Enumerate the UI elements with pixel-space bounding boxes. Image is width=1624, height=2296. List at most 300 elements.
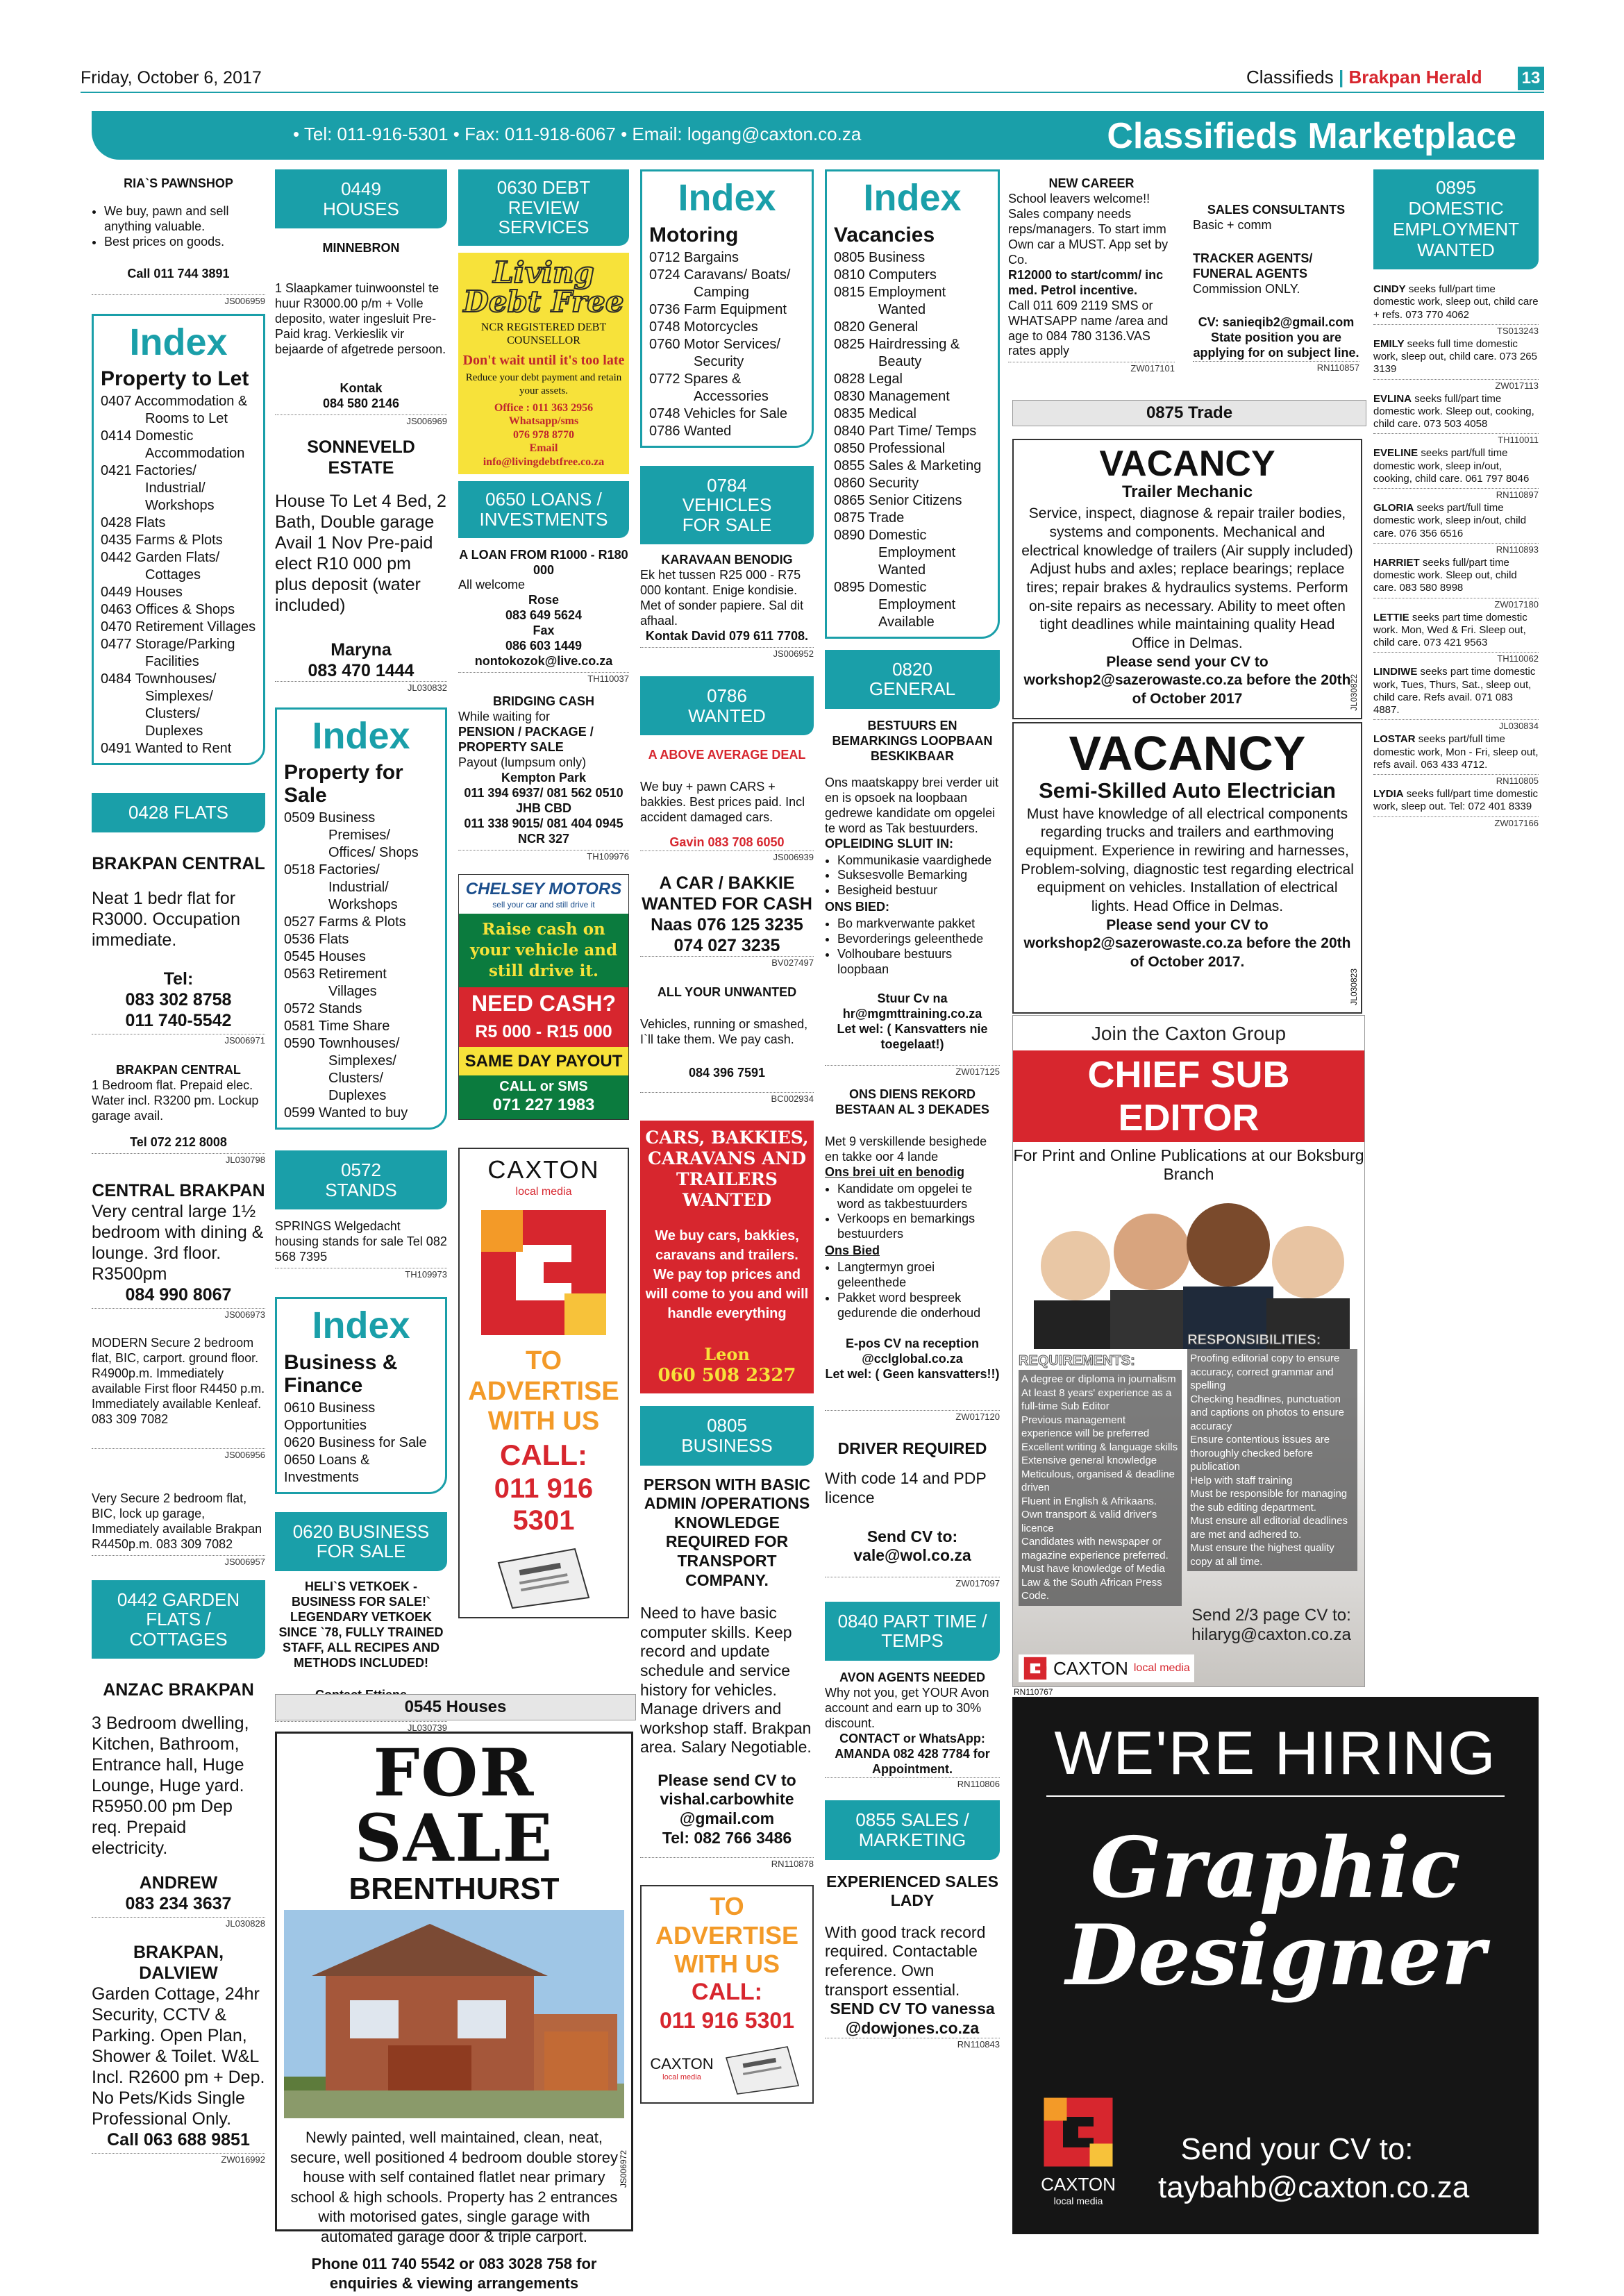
cse-title: CHIEF SUB EDITOR [1013,1050,1364,1142]
ad-ref: ZW016992 [92,2153,265,2165]
index-item[interactable]: 0865 Senior Citizens [834,492,962,508]
ad-tel-label: Tel: [163,969,194,989]
ad-ref: JS006959 [92,294,265,307]
index-item[interactable]: 0805 Business [834,249,926,265]
ad-fax: 086 603 1449 [505,639,583,653]
index-item[interactable]: 0414 Domestic Accommodation [101,428,245,462]
list-item [1373,283,1539,337]
gd-logo [1040,2094,1116,2206]
caxton-to-advertise: TO ADVERTISE WITH US [468,1346,619,1436]
ad-ref: JS006957 [92,1555,265,1568]
ad-text: All welcome [458,578,526,592]
chelsey-motors-ad [458,874,629,1120]
index-item[interactable]: 0581 Time Share [284,1019,390,1034]
contact-banner [92,111,1544,160]
tab-0855-sales-marketing[interactable]: 0855 SALES / MARKETING [825,1800,1000,1859]
dom-name: GLORIA [1373,502,1414,514]
ad-text: Neat 1 bedr flat for R3000. Occupation immediate. [92,888,241,950]
index-item[interactable]: 0820 General [834,319,919,335]
ad-ref: JS006973 [92,1308,265,1321]
ad-title: ANZAC BRAKPAN [103,1680,254,1700]
index-item[interactable]: 0748 Motorcycles [649,319,758,335]
list-item: Own transport & valid driver's licence [1021,1509,1157,1534]
header-paper-name: Brakpan Herald [1348,67,1482,87]
contact-line: • Tel: 011-916-5301 • Fax: 011-918-6067 • Email: logang@caxton.co.za [293,124,862,144]
ad-ref: JS006956 [92,1448,265,1461]
index-item[interactable]: 0860 Security [834,475,919,491]
index-item[interactable]: 0509 Business Premises/ Offices/ Shops [284,810,419,861]
for-sale-phone: Phone 011 740 5542 or 083 3028 758 for enquiries & viewing arrangements [311,2254,597,2293]
dom-text: seeks part/full time domestic work, Mon - Fri, sleep out, refs avail. 063 433 4712. [1373,733,1539,771]
index-item[interactable]: 0449 Houses [101,585,183,601]
gd-send[interactable]: Send your CV to: taybahb@caxton.co.za [1158,2132,1470,2204]
ad-list [825,1260,1000,1321]
ad-tel: 084 580 2146 [322,396,400,410]
index-item[interactable]: 0470 Retirement Villages [101,619,256,635]
index-item[interactable]: 0518 Factories/ Industrial/ Workshops [284,862,398,913]
index-item[interactable]: 0650 Loans & Investments [284,1452,370,1485]
ad-ref: ZW017125 [825,1065,1000,1078]
index-item[interactable]: 0825 Hairdressing & Beauty [834,336,960,369]
ad-ref: JS006972 [619,2150,628,2188]
list-item [1373,788,1539,828]
ad-title: PERSON WITH BASIC ADMIN /OPERATIONS KNOWLEDGE REQUIRED FOR TRANSPORT COMPANY. [643,1475,811,1589]
living-debt-free-ad [458,253,629,475]
list-item: • Suksesvolle Bemarking [837,868,1000,883]
ad-ref: ZW017180 [1373,598,1539,610]
tab-0820-general[interactable]: 0820 GENERAL [825,650,1000,709]
ad-send[interactable]: Please send CV to vishal.carbowhite @gmail.com [658,1770,796,1828]
list-item: A degree or diploma in journalism [1021,1373,1176,1385]
list-item: • Bevorderings geleenthede [837,932,1000,947]
ad-ref: JL030828 [92,1917,265,1929]
ad-subtitle: JHB CBD [515,801,571,815]
for-sale-place: BRENTHURST [349,1872,560,1906]
list-item: Previous management experience will be preferred [1021,1414,1150,1439]
chelsey-raise: Raise cash on your vehicle and still drive it. [469,920,618,981]
ad-contact: Kontak David 079 611 7708. [645,629,809,644]
pawnshop-list [92,204,265,250]
list-item: Help with staff training [1190,1474,1293,1486]
ad-text: 1 Slaapkamer tuinwoonstel te huur R3000.00 p/m + Volle deposito, water ingesluit Pre-Paid krag. Verkieslik vir bejaarde of afgetrede persoon. [275,281,446,356]
list-item: Ensure contentious issues are thoroughly checked before publication [1190,1434,1330,1473]
ldf-cell: 076 978 8770 [513,428,574,441]
index-item[interactable]: 0772 Spares & Accessories [649,371,769,404]
index-item[interactable]: 0815 Employment Wanted [834,284,946,317]
index-item[interactable]: 0491 Wanted to Rent [101,741,232,757]
ad-ref: TS013243 [1373,324,1539,337]
index-item[interactable]: 0421 Factories/ Industrial/ Workshops [101,463,215,514]
cse-responsibilities-title: RESPONSIBILITIES: [1187,1332,1321,1348]
ad-title: MINNEBRON [322,241,400,255]
vacancy-title: VACANCY [1069,726,1306,780]
ad-ref: ZW017101 [1008,362,1175,374]
cars-wanted-name: Leon [704,1344,750,1365]
dom-name: LINDIWE [1373,666,1418,678]
list-item: • Verkoops en bemarkings bestuurders [837,1212,1000,1242]
header-section: Classifieds | Brakpan Herald [1246,67,1482,87]
ad-ref: RN110878 [640,1857,814,1870]
ad-fax-label: Fax [533,623,555,638]
list-item: Must ensure the highest quality copy at all time. [1190,1542,1334,1568]
index-item[interactable]: 0484 Townhouses/ Simplexes/ Clusters/ Duplexes [101,671,217,739]
graphic-designer-ad [1012,1697,1539,2234]
ad-ref: RN110857 [1193,361,1359,374]
ad-title: BRAKPAN, DALVIEW [133,1943,224,1984]
index-item[interactable]: 0463 Offices & Shops [101,602,235,618]
list-item: • Best prices on goods. [104,235,265,250]
index-item[interactable]: 0840 Part Time/ Temps [834,423,977,439]
ad-text: Need to have basic computer skills. Keep record and update schedule and service history for vehicles. Manage drivers and workshop staff. Brakpan area. Salary Negotiable. [640,1604,812,1757]
list-item [1373,502,1539,555]
ad-text-bold: TRACKER AGENTS/ FUNERAL AGENTS [1193,251,1313,280]
dom-text: seeks part/full time domestic work, sleep in/out, cooking, child care. 061 797 8046 [1373,447,1530,485]
caxton-local: local media [662,2073,701,2082]
ad-ref: JL030832 [275,681,447,694]
ad-text: School leavers welcome!! Sales company needs reps/managers. To start imm Own car a MUST. App set by Co. [1008,191,1169,267]
list-item [1373,338,1539,392]
section-bar-0875-trade[interactable]: 0875 Trade [1012,400,1366,426]
ldf-email-label: Email [529,442,558,455]
index-item[interactable]: 0850 Professional [834,440,946,456]
ad-tel: 083 470 1444 [308,660,415,680]
ad-title: BESTUURS EN BEMARKINGS LOOPBAAN BESKIKBAAR [832,718,993,763]
index-property-to-let [92,314,265,766]
caxton-brand: CAXTON [1053,1657,1128,1679]
list-item: • Kommunikasie vaardighede [837,853,1000,869]
section-bar-0545-houses[interactable]: 0545 Houses [275,1694,636,1720]
ad-text: While waiting for [458,710,551,723]
index-subtitle: Motoring [649,223,739,246]
index-title: Index [312,714,410,757]
ldf-email[interactable]: info@livingdebtfree.co.za [483,455,605,468]
chief-sub-editor-ad [1012,1015,1365,1687]
ad-text: 1 Bedroom flat. Prepaid elec. Water incl. R3200 pm. Lockup garage avail. [92,1078,259,1123]
tab-0449-houses[interactable]: 0449 HOUSES [275,169,447,228]
tab-0650-loans[interactable]: 0650 LOANS / INVESTMENTS [458,481,629,537]
index-item[interactable]: 0590 Townhouses/ Simplexes/ Clusters/ Duplexes [284,1036,400,1104]
ad-text: Ek het tussen R25 000 - R75 000 kontant. Enige kondisie. Met of sonder papiere. Sal dit afhaal. [640,568,804,628]
cars-wanted-tel: 060 508 2327 [658,1364,796,1386]
index-item[interactable]: 0435 Farms & Plots [101,533,223,548]
ldf-title [462,255,625,319]
index-item[interactable]: 0828 Legal [834,371,903,387]
ad-send[interactable]: SEND CV TO vanessa @dowjones.co.za [830,2000,995,2037]
dom-name: LOSTAR [1373,733,1416,746]
list-item: Meticulous, organised & deadline driven [1021,1468,1175,1493]
for-sale-text: Newly painted, well maintained, clean, neat, secure, well positioned 4 bedroom double storey house with self contained flatlet near primary school & high schools. Property has 2 entrances with motorised gates, single garage with automated garage door & triple carport. [290,2129,619,2245]
ldf-wait: Don't wait until it's too late [462,352,625,368]
caxton-local: local media [1133,1662,1190,1674]
index-item[interactable]: 0442 Garden Flats/ Cottages [101,550,220,583]
ad-tel: Call 063 688 9851 [107,2130,250,2150]
banner-title: Classifieds Marketplace [1107,116,1516,156]
cars-wanted-ad [640,1121,814,1393]
list-item: Must have knowledge of Media Law & the South African Press Code. [1021,1563,1165,1602]
ad-title: SALES CONSULTANTS [1207,203,1346,217]
dom-name: EMILY [1373,337,1405,350]
ad-email[interactable]: nontokozok@live.co.za [474,654,613,669]
ad-subtitle: ONS BIED: [825,900,890,914]
cars-wanted-title: CARS, BAKKIES, CARAVANS AND TRAILERS WANTED [645,1128,809,1211]
ad-name: Maryna [330,639,392,660]
ad-contact: Kontak [340,380,383,395]
index-title: Index [678,177,776,219]
ad-text: Commission ONLY. [1193,281,1300,296]
ldf-title-line: Living [493,255,594,290]
for-sale-brenthurst-ad [275,1732,633,2293]
ad-tel: 011 394 6937/ 081 562 0510 [464,785,623,800]
caxton-brand: CAXTON [487,1155,600,1184]
index-item[interactable]: 0620 Business for Sale [284,1434,427,1450]
chelsey-tel: 071 227 1983 [459,1095,628,1119]
dom-text: seeks part time domestic work, Tues, Thurs, Sat., sleep out, child care. Refs avail. 071 083 4887. [1373,666,1536,717]
vacancy-auto-electrician-ad [1012,722,1362,1014]
ad-ref: ZW017097 [825,1577,1000,1589]
list-item: • Langtermyn groei geleenthede [837,1260,1000,1291]
tab-0895-domestic[interactable]: 0895 DOMESTIC EMPLOYMENT WANTED [1373,169,1539,269]
dom-name: EVELINE [1373,447,1418,460]
ad-name: ANDREW [139,1873,218,1893]
dom-text: seeks full/part time domestic work, sleep out, child care + refs. 073 770 4062 [1373,283,1539,321]
column-1 [92,176,265,2165]
index-item[interactable]: 0545 Houses [284,949,366,965]
pawnshop-title: RIA`S PAWNSHOP [124,176,233,190]
index-item[interactable]: 0527 Farms & Plots [284,914,406,930]
index-subtitle: Business & Finance [284,1350,398,1397]
caxton-tel: 011 916 5301 [494,1473,594,1536]
dom-name: LYDIA [1373,788,1404,801]
ldf-office: Office : 011 363 2956 [494,401,594,414]
vacancy-send[interactable]: Please send your CV to workshop2@sazerowaste.co.za before the 20th of October 2017 [1023,653,1351,707]
tab-0442-garden-flats[interactable]: 0442 GARDEN FLATS / COTTAGES [92,1580,265,1659]
ad-subtitle: Kempton Park [501,770,587,785]
tab-0428-flats[interactable]: 0428 FLATS [92,793,265,832]
ad-note: Let wel: ( Kansvatters nie toegelaat!) [837,1022,988,1051]
header-date: Friday, October 6, 2017 [81,68,262,87]
ad-ref: JS006939 [640,850,814,863]
ad-tel: 011 740-5542 [125,1010,232,1030]
ad-text: Met 9 verskillende besighede en takke oor 4 lande [825,1134,987,1164]
ad-title: A ABOVE AVERAGE DEAL [648,748,806,762]
column-2 [275,169,447,1733]
ad-title: BRIDGING CASH [492,694,594,709]
index-item[interactable]: 0835 Medical [834,405,916,421]
dom-name: HARRIET [1373,556,1420,569]
tab-0620-business-for-sale[interactable]: 0620 BUSINESS FOR SALE [275,1512,447,1571]
index-item[interactable]: 0830 Management [834,388,950,404]
ad-subtitle: Ons Bied [825,1243,880,1258]
ldf-whatsapp: Whatsapp/sms [508,415,579,428]
index-property-for-sale [275,707,447,1130]
index-item[interactable]: 0786 Wanted [649,423,732,439]
tab-0786-wanted[interactable]: 0786 WANTED [640,676,814,735]
index-item[interactable]: 0810 Computers [834,267,937,283]
ad-send[interactable]: E-pos CV na reception @cclglobal.co.za [845,1336,980,1366]
index-item[interactable]: 0428 Flats [101,515,166,531]
ad-text: PENSION / PACKAGE / PROPERTY SALE [458,724,594,754]
ad-ref: JL030798 [92,1153,265,1166]
list-item: • We buy, pawn and sell anything valuable. [104,204,265,235]
ad-tel: Tel: 082 766 3486 [662,1828,792,1847]
list-item: Must be responsible for managing the sub editing department. [1190,1488,1348,1514]
vacancy-subtitle: Trailer Mechanic [1121,483,1253,501]
index-item[interactable]: 0407 Accommodation & Rooms to Let [101,394,248,427]
vacancy-subtitle: Semi-Skilled Auto Electrician [1039,778,1336,803]
index-item[interactable]: 0875 Trade [834,510,905,526]
gd-title: Graphic Designer [1065,1819,1486,2004]
list-item [1373,393,1539,446]
column-3 [458,169,629,1618]
ad-text: House To Let 4 Bed, 2 Bath, Double garage Avail 1 Nov Pre-paid elect R10 000 pm plus deposit (water included) [275,491,446,615]
cars-wanted-text: We buy cars, bakkies, caravans and trailers. We pay top prices and will come to you and will handle everything [645,1228,809,1322]
dom-text: seeks part/full time domestic work, sleep in/out, child care. 076 356 6516 [1373,502,1527,539]
index-subtitle: Property to Let [101,367,249,391]
ad-send[interactable]: Send CV to: vale@wol.co.za [853,1527,971,1565]
for-sale-title: FOR SALE [354,1735,554,1877]
cse-requirements-title: REQUIREMENTS: [1019,1353,1135,1368]
ad-text: With code 14 and PDP licence [825,1469,987,1507]
gd-rule [1046,1795,1505,1797]
index-item[interactable]: 0563 Retirement Villages [284,966,387,1000]
ad-text: Very central large 1½ bedroom with dining & lounge. 3rd floor. R3500pm [92,1202,264,1284]
list-item [1373,447,1539,501]
cse-responsibilities [1187,1331,1357,1606]
ad-title: KARAVAAN BENODIG [661,553,793,567]
index-item[interactable]: 0572 Stands [284,1001,362,1017]
ad-title: A CAR / BAKKIE WANTED FOR CASH [642,873,812,914]
caxton-tel: 011 916 5301 [660,2007,794,2033]
index-item[interactable]: 0599 Wanted to buy [284,1105,408,1121]
list-item: Excellent writing & language skills [1021,1441,1178,1453]
caxton-local: local media [1053,2195,1103,2206]
vacancy-send[interactable]: Please send your CV to workshop2@sazerowaste.co.za before the 20th of October 2017. [1023,916,1351,971]
list-item: • Kandidate om opgelei te word as takbestuurders [837,1182,1000,1212]
ad-text: MODERN Secure 2 bedroom flat, BIC, carport. ground floor. R4900p.m. Immediately available First floor R4450 p.m. Immediately available Kenleaf. 083 309 7082 [92,1336,265,1427]
index-item[interactable]: 0712 Bargains [649,249,739,265]
header-section-label: Classifieds [1246,67,1334,87]
column-5 [825,169,1000,2050]
list-item: • Volhoubare bestuurs loopbaan [837,947,1000,978]
index-item[interactable]: 0610 Business Opportunities [284,1400,376,1433]
list-item [1373,666,1539,732]
ad-note: Let wel: ( Geen kansvatters!!) [825,1367,1000,1382]
list-item: Extensive general knowledge [1021,1455,1157,1466]
chelsey-logo: CHELSEY MOTORS [465,880,622,899]
list-item: • Pakket word bespreek gedurende die onderhoud [837,1291,1000,1321]
chelsey-body [459,914,628,987]
index-item[interactable]: 0477 Storage/Parking Facilities [101,637,235,670]
chelsey-range: R5 000 - R15 000 [459,1020,628,1047]
ad-ref: JL030822 [1349,674,1359,711]
ad-ncr: NCR 327 [517,831,570,846]
caxton-advertise-ad-2 [640,1885,814,2104]
ad-title: NEW CAREER [1048,176,1135,190]
ad-title: BRAKPAN CENTRAL [92,853,265,873]
index-item[interactable]: 0536 Flats [284,932,349,948]
ldf-text: Reduce your debt payment and retain your assets. [465,372,622,396]
ad-subtitle: Ons brei uit en benodig [825,1164,965,1179]
index-item[interactable]: 0724 Caravans/ Boats/ Camping [649,267,791,300]
ad-tel: 084 396 7591 [688,1065,766,1080]
gd-hiring: WE'RE HIRING [1054,1718,1497,1787]
list-item: • Besigheid bestuur [837,883,1000,898]
ad-ref: RN110767 [1014,1687,1053,1697]
ldf-reg: NCR REGISTERED DEBT COUNSELLOR [480,321,607,347]
cse-send[interactable]: Send 2/3 page CV to: hilaryg@caxton.co.za [1191,1606,1351,1644]
ad-contact: CONTACT or WhatsApp: AMANDA 082 428 7784 for Appointment. [835,1731,990,1776]
vacancy-trailer-mechanic-ad [1012,439,1362,719]
dom-text: seeks full/part time domestic work. Sleep out, cooking, child care. 073 503 4058 [1373,392,1534,430]
tab-0840-part-time[interactable]: 0840 PART TIME / TEMPS [825,1602,1000,1661]
ad-ref: JL030823 [1349,969,1359,1005]
dom-name: LETTIE [1373,611,1409,623]
gd-footer [1040,2094,1470,2206]
caxton-call: CALL: [500,1438,587,1471]
ad-text: Call 011 609 2119 SMS or WHATSAPP name /area and age to 084 780 3136.VAS rates apply [1008,298,1169,358]
ad-title: DRIVER REQUIRED [837,1439,987,1457]
tab-0572-stands[interactable]: 0572 STANDS [275,1150,447,1209]
ad-tel: Naas 076 125 3235 074 027 3235 [651,914,803,955]
vacancy-text: Service, inspect, diagnose & repair trailer bodies, systems and components. Mechanical and electrical knowledge of trailers (Air supply included) Adjust hubs and axles; replace bearings; replace tires; repair brakes & hydraulics systems. Perform on-site repairs as necessary. Ability to meet often tight deadlines while maintaining quality Head Office in Delmas. [1021,505,1353,651]
ad-tel: 083 234 3637 [125,1894,232,1914]
ldf-title-line: Debt Free [463,284,624,319]
caxton-logo-icon [1040,2094,1116,2170]
ad-tel: 011 338 9015/ 081 404 0945 [464,816,623,830]
index-subtitle: Property for Sale [284,761,403,807]
ad-title: ALL YOUR UNWANTED [657,984,797,999]
cse-join: Join the Caxton Group [1091,1023,1287,1044]
ad-ref: RN110893 [1373,543,1539,555]
caxton-local: local media [515,1186,572,1198]
ad-ref: RN110843 [825,2038,1000,2050]
ad-text: Payout (lumpsum only) [458,755,587,769]
list-item: Candidates with newspaper or magazine experience preferred. [1021,1536,1169,1561]
index-motoring [640,169,814,448]
dom-text: seeks full/part time domestic work, sleep out. Tel: 072 401 8339 [1373,788,1539,813]
header-rule [81,92,1544,93]
index-item[interactable]: 0748 Vehicles for Sale [649,405,788,421]
index-item[interactable]: 0736 Farm Equipment [649,301,787,317]
vacancy-text: Must have knowledge of all electrical components regarding trucks and trailers and earthmoving equipment. Experience in rewiring and harnesses, Problem-solving, diagnostic test regarding electrical equipment on vehicles. Installation of electrical lights. Head Office in Delmas. [1021,805,1354,915]
chelsey-tagline: sell your car and still drive it [492,899,595,910]
ad-send[interactable]: Stuur Cv na hr@mgmttraining.co.za [842,991,982,1021]
dom-text: seeks part time domestic work. Mon, Wed & Fri. Sleep out, child care. 073 421 9563 [1373,611,1527,649]
index-item[interactable]: 0895 Domestic Employment Available [834,579,956,630]
ad-tel: 083 302 8758 [125,989,232,1009]
cse-subtitle: For Print and Online Publications at our Boksburg Branch [1013,1146,1364,1183]
ad-ref: ZW017166 [1373,816,1539,829]
ad-ref: JS006969 [275,414,447,427]
list-item: Proofing editorial copy to ensure accuracy, correct grammar and spelling [1190,1352,1340,1391]
tab-0805-business[interactable]: 0805 BUSINESS [640,1406,814,1465]
ad-cv[interactable]: CV: sanieqib2@gmail.com State position you are applying for on subject line. [1193,315,1359,360]
ad-title: SONNEVELD ESTATE [307,437,415,478]
newspaper-icon [492,1542,596,1611]
ad-ref: ZW017120 [825,1410,1000,1423]
tab-0784-vehicles-for-sale[interactable]: 0784 VEHICLES FOR SALE [640,466,814,545]
ad-text: SPRINGS Welgedacht housing stands for sale Tel 082 568 7395 [275,1219,447,1264]
cse-requirements [1019,1352,1182,1606]
index-item[interactable]: 0855 Sales & Marketing [834,458,982,474]
tab-0630-debt-review[interactable]: 0630 DEBT REVIEW SERVICES [458,169,629,246]
dom-name: CINDY [1373,283,1406,295]
index-item[interactable]: 0760 Motor Services/ Security [649,336,780,369]
index-item[interactable]: 0890 Domestic Employment Wanted [834,527,956,578]
ad-title: ONS DIENS REKORD BESTAAN AL 3 DEKADES [835,1087,989,1116]
list-item [1373,612,1539,665]
ad-name: Rose [528,593,559,607]
